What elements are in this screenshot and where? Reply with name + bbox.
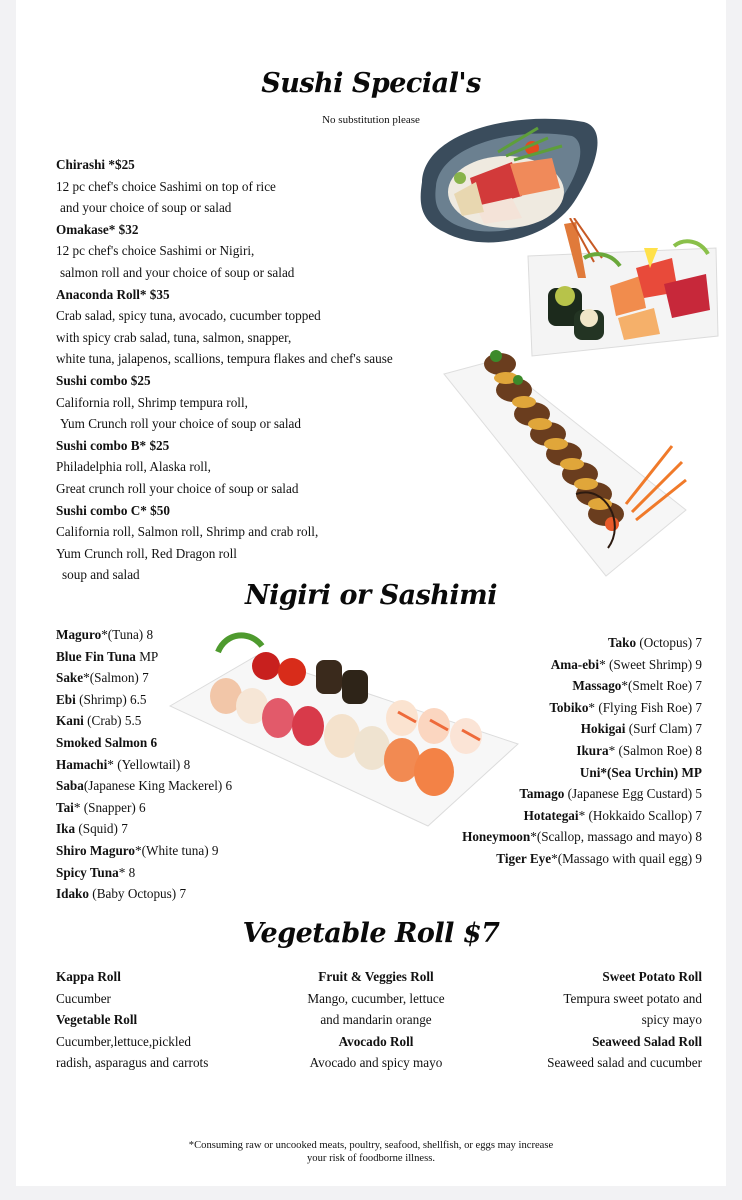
special-desc: Yum Crunch roll your choice of soup or salad — [60, 416, 301, 432]
nigiri-item-name: Honeymoon — [462, 829, 531, 845]
nigiri-item — [462, 740, 702, 762]
nigiri-item-desc: (Shrimp) 6.5 — [75, 691, 147, 707]
special-desc: California roll, Salmon roll, Shrimp and crab roll, — [56, 524, 319, 540]
nigiri-item-name: Massago — [572, 678, 622, 694]
nigiri-item-name: Blue Fin Tuna — [56, 648, 136, 664]
nigiri-item — [462, 783, 702, 805]
nigiri-item-desc: *(Scallop, massago and mayo) 8 — [530, 829, 702, 845]
food-safety-disclaimer — [16, 1139, 726, 1165]
veg-item-name: Seaweed Salad Roll — [592, 1033, 702, 1049]
menu-page — [16, 0, 726, 1186]
veg-item-desc: Avocado and spicy mayo — [309, 1055, 443, 1071]
nigiri-item-desc: (Japanese King Mackerel) 6 — [83, 778, 233, 794]
nigiri-item-name: Smoked Salmon 6 — [56, 734, 158, 750]
specials-note: No substitution please — [322, 114, 420, 126]
nigiri-item-name: Uni — [579, 764, 601, 780]
nigiri-item-desc: (Octopus) 7 — [636, 635, 702, 650]
veg-item-desc: radish, asparagus and carrots — [56, 1055, 209, 1071]
veg-title: Vegetable Roll $7 — [242, 918, 500, 949]
veg-item-name: Sweet Potato Roll — [602, 969, 702, 984]
nigiri-item-name: Maguro — [56, 627, 102, 642]
anaconda-roll-photo — [436, 334, 692, 580]
veg-item-desc: spicy mayo — [641, 1012, 702, 1028]
veg-item-desc: Cucumber,lettuce,pickled — [56, 1033, 191, 1049]
nigiri-item-desc: * (Yellowtail) 8 — [107, 756, 191, 772]
nigiri-item-name: Sake — [56, 670, 84, 686]
nigiri-item-name: Hotategai — [523, 807, 579, 823]
veg-item-desc: Cucumber — [56, 990, 111, 1006]
nigiri-item-name: Ikura — [576, 742, 609, 758]
nigiri-item-name: Ama-ebi — [550, 656, 600, 672]
special-desc: Crab salad, spicy tuna, avocado, cucumber topped — [56, 308, 321, 324]
nigiri-item-name: Ebi — [56, 691, 76, 707]
nigiri-item — [462, 805, 702, 827]
special-desc: white tuna, jalapenos, scallions, tempura flakes and chef's sause — [56, 351, 393, 367]
nigiri-item — [462, 718, 702, 740]
nigiri-item-desc: (Surf Clam) 7 — [625, 721, 702, 737]
veg-col-1 — [56, 966, 208, 1074]
special-desc: 12 pc chef's choice Sashimi on top of rice — [56, 178, 276, 194]
nigiri-item-desc: * (Sweet Shrimp) 9 — [599, 656, 702, 672]
nigiri-item — [462, 762, 702, 784]
nigiri-item-desc: * (Salmon Roe) 8 — [608, 742, 702, 758]
nigiri-item-name: Hamachi — [56, 756, 108, 772]
nigiri-item-desc: MP — [135, 648, 159, 664]
veg-item-desc: Seaweed salad and cucumber — [547, 1055, 702, 1071]
nigiri-item-desc: (Baby Octopus) 7 — [89, 886, 187, 902]
special-name: Omakase* $32 — [56, 221, 139, 237]
nigiri-item-desc: *(Massago with quail egg) 9 — [551, 850, 702, 866]
nigiri-item — [462, 826, 702, 848]
special-desc: Philadelphia roll, Alaska roll, — [56, 459, 211, 475]
special-desc: Great crunch roll your choice of soup or salad — [56, 480, 299, 496]
nigiri-item-name: Idako — [56, 886, 89, 902]
nigiri-item-desc: * 8 — [118, 864, 136, 880]
veg-item-desc: and mandarin orange — [320, 1012, 432, 1028]
veg-item-name: Fruit & Veggies Roll — [318, 969, 434, 984]
nigiri-item-name: Saba — [56, 778, 84, 794]
nigiri-item-name: Tamago — [519, 786, 565, 802]
nigiri-item-name: Ika — [56, 821, 76, 837]
veg-col-2 — [266, 966, 486, 1074]
veg-col-3 — [547, 966, 702, 1074]
nigiri-item-name: Hokigai — [580, 721, 626, 737]
nigiri-item-desc: (Crab) 5.5 — [83, 713, 142, 729]
special-desc: and your choice of soup or salad — [60, 200, 232, 216]
nigiri-item-desc: (Squid) 7 — [75, 821, 128, 837]
disclaimer-line: your risk of foodborne illness. — [307, 1153, 435, 1164]
nigiri-right-list — [462, 632, 702, 870]
special-name: Anaconda Roll* $35 — [56, 286, 170, 302]
veg-item-name: Avocado Roll — [338, 1033, 414, 1049]
special-desc: California roll, Shrimp tempura roll, — [56, 394, 248, 410]
nigiri-item-name: Spicy Tuna — [56, 864, 119, 880]
nigiri-item — [462, 654, 702, 676]
nigiri-item — [56, 883, 232, 905]
nigiri-item-desc: (Japanese Egg Custard) 5 — [564, 786, 702, 802]
special-name: Sushi combo B* $25 — [56, 437, 170, 453]
nigiri-item-name: Kani — [56, 713, 84, 729]
special-desc: Yum Crunch roll, Red Dragon roll — [56, 545, 237, 561]
nigiri-item-desc: *(Tuna) 8 — [101, 627, 154, 642]
nigiri-item-desc: *(Salmon) 7 — [83, 670, 149, 686]
nigiri-item-desc: *(White tuna) 9 — [135, 842, 219, 858]
special-name: Chirashi *$25 — [56, 157, 135, 172]
nigiri-item — [462, 697, 702, 719]
specials-title: Sushi Special's — [261, 68, 481, 99]
nigiri-item-name: Shiro Maguro — [56, 842, 136, 858]
nigiri-item-name: Tako — [607, 635, 637, 650]
veg-item-desc: Mango, cucumber, lettuce — [307, 990, 445, 1006]
nigiri-item — [56, 862, 232, 884]
nigiri-item-desc: * (Snapper) 6 — [73, 799, 146, 815]
nigiri-item — [462, 632, 702, 654]
nigiri-item-name: Tiger Eye — [496, 850, 552, 866]
disclaimer-line: *Consuming raw or uncooked meats, poultry, seafood, shellfish, or eggs may increase — [188, 1140, 554, 1151]
nigiri-title: Nigiri or Sashimi — [245, 580, 497, 611]
special-name: Sushi combo $25 — [56, 372, 151, 388]
veg-item-name: Kappa Roll — [56, 969, 121, 984]
special-desc: salmon roll and your choice of soup or salad — [60, 264, 295, 280]
special-desc: 12 pc chef's choice Sashimi or Nigiri, — [56, 243, 255, 259]
special-desc: soup and salad — [62, 567, 140, 583]
nigiri-item-desc: * (Hokkaido Scallop) 7 — [578, 807, 702, 823]
veg-item-name: Vegetable Roll — [56, 1012, 138, 1028]
veg-item-desc: Tempura sweet potato and — [563, 990, 702, 1006]
specials-list — [56, 154, 393, 586]
nigiri-item-desc: *(Smelt Roe) 7 — [621, 678, 702, 694]
nigiri-item-name: Tobiko — [549, 699, 589, 715]
nigiri-item — [462, 848, 702, 870]
nigiri-item — [462, 675, 702, 697]
nigiri-item-desc: *(Sea Urchin) MP — [600, 764, 702, 780]
nigiri-item-desc: * (Flying Fish Roe) 7 — [588, 699, 702, 715]
nigiri-item-name: Tai — [56, 799, 74, 815]
special-name: Sushi combo C* $50 — [56, 502, 170, 518]
nigiri-item — [56, 840, 232, 862]
special-desc: with spicy crab salad, tuna, salmon, snapper, — [56, 329, 292, 345]
